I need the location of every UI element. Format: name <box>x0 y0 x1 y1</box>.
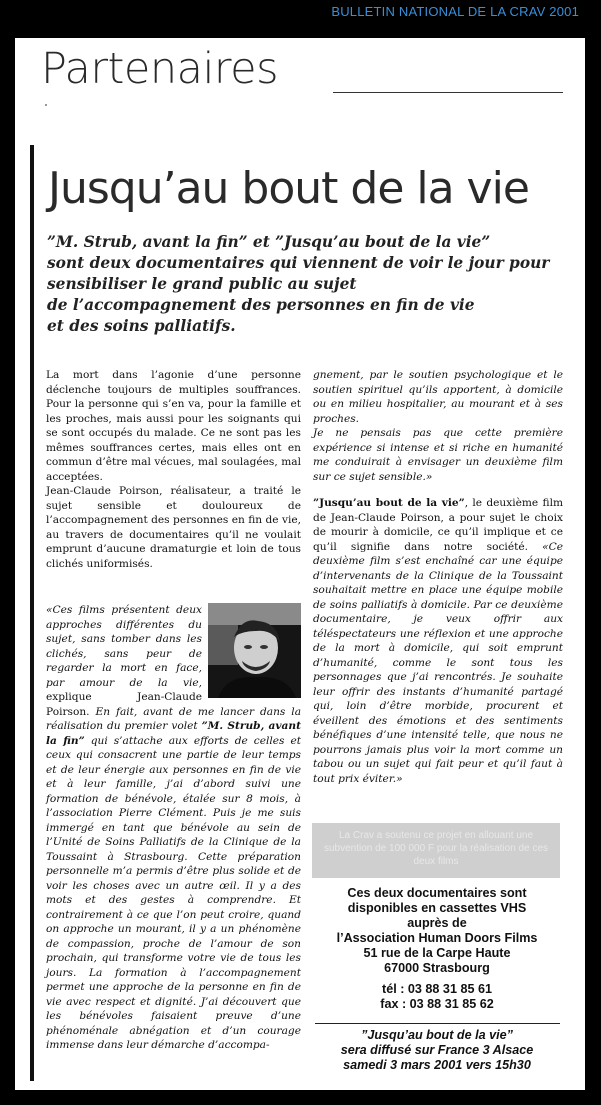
top-bar <box>0 0 601 26</box>
broadcast-line: sera diffusé sur France 3 Alsace <box>340 1043 534 1057</box>
lead-line: de l’accompagnement des personnes en fin de vie <box>47 296 475 314</box>
fax-number: fax : 03 88 31 85 62 <box>380 997 494 1011</box>
phone-number: tél : 03 88 31 85 61 <box>382 982 492 996</box>
second-film-paragraph <box>313 496 563 786</box>
second-film-quote: «Ce deuxième film s’est enchaîné car une équipe d’intervenants de la Clinique de la Toussaint souhaitait mettre en place une équipe mobile de soins palliatifs à domicile. Par ce deuxième documentaire, je veux offrir aux téléspectateurs une réflexion et une approche de la mort à domicile, qui soit emprunt d’humanité, comme le sont tous les personnages que j’ai rencontrés. Je souhaite leur offrir des instants d’humanité partagé qui, loin d’être morbide, procurent et éveillent des émotions et des sentiments bénéfiques d’une intensité telle, que nous ne pourrons jamais plus voir la mort comme un tabou ou un sujet qui fait peur et qu’il faut à tout prix éviter.» <box>313 540 563 785</box>
continued-paragraph: gnement, par le soutien psychologique et le soutien spirituel qu’ils apportent, à domicile ou en milieu hospitalier, au mourant et à ses proches. <box>313 369 563 425</box>
info-line: disponibles en cassettes VHS <box>347 901 527 915</box>
quote-text-b: explique Jean-Claude Poirson. <box>46 691 202 718</box>
dot-mark <box>45 104 47 106</box>
section-heading: Partenaires <box>41 44 278 94</box>
info-line: l’Association Human Doors Films <box>336 931 538 945</box>
info-line: auprès de <box>407 916 467 930</box>
broadcast-line: ”Jusqu’au bout de la vie” <box>361 1028 513 1042</box>
info-line: 51 rue de la Carpe Haute <box>363 946 511 960</box>
film-title-2: ”Jusqu’au bout de la vie” <box>313 497 465 509</box>
quote-text-a: «Ces films présentent deux approches différentes du sujet, sans tomber dans les clichés, sans peur de regarder la mort en face, par amour de la vie, <box>46 604 202 689</box>
continued-paragraph-2: Je ne pensais pas que cette première expérience si intense et si riche en humanité me conduirait à envisager un deuxième film sur ce sujet sensible.» <box>313 427 563 483</box>
section-rule <box>333 92 563 93</box>
quote-text-d: qui s’attache aux efforts de celles et ceux qui consacrent une partie de leur temps et de leur énergie aux personnes en fin de vie et à leur famille, j’ai d’abord suivi une formation de bénévole, étalée sur 8 mois, à l’association Pierre Clément. Puis je me suis immergé en tant que bénévole au sein de l’Unité de Soins Palliatifs de la Clinique de la Toussaint à Strasbourg. Cette préparation personnelle m’a permis d’être plus solide et de voir les choses avec un autre œil. Il y a des mots et des gestes à comprendre. Et contrairement à ce que l’on peut croire, quand on approche un mourant, il y a un phénomène de compassion, proche de l’amour de son prochain, qui transforme votre vie de tous les jours. La formation à l’accompagnement permet une approche de la personne en fin de vie avec respect et dignité. J’ai découvert que les bénévoles faisaient preuve d’une phénoménale abnégation et d’un courage immense dans leur démarche d’accompa- <box>46 734 302 1051</box>
info-line: Ces deux documentaires sont <box>347 886 527 900</box>
portrait-image <box>208 603 301 698</box>
column-left <box>46 368 301 1053</box>
quote-block <box>46 603 301 1053</box>
availability-info <box>312 886 562 1012</box>
lead-line: ”M. Strub, avant la fin” et ”Jusqu’au bout de la vie” <box>47 233 491 251</box>
author-paragraph: Jean-Claude Poirson, réalisateur, a traité le sujet sensible et douloureux de l’accompagnement des personnes en fin de vie, au travers de documentaires qu’il ne voulait emprunt d’aucune dramaturgie et loin de tous clichés uniformisés. <box>46 485 301 570</box>
article-page <box>15 38 585 1090</box>
broadcast-line: samedi 3 mars 2001 vers 15h30 <box>343 1058 531 1072</box>
lead-line: sont deux documentaires qui viennent de voir le jour pour <box>47 254 550 272</box>
left-vertical-bar <box>30 145 34 1081</box>
second-film-text: , le deuxième film de Jean-Claude Poirson, a pour sujet le choix de mourir à domicile, ce qu’il implique et ce qu’il signifie dans notre société. <box>313 497 563 553</box>
article-title: Jusqu’au bout de la vie <box>48 163 529 214</box>
subsidy-box: La Crav a soutenu ce projet en allouant une subvention de 100 000 F pour la réalisation de ces deux films <box>312 823 560 878</box>
film-title-1: ”M. Strub, avant la fin” <box>46 720 301 747</box>
info-divider <box>315 1023 560 1024</box>
column-right <box>313 368 563 786</box>
portrait-photo <box>208 603 301 698</box>
quote-text-c: En fait, avant de me lancer dans la réalisation du premier volet <box>46 705 302 732</box>
lead-line: et des soins palliatifs. <box>47 317 236 335</box>
lead-line: sensibiliser le grand public au sujet <box>47 275 357 293</box>
bulletin-header: BULLETIN NATIONAL DE LA CRAV 2001 <box>331 4 579 19</box>
article-lead <box>47 232 577 337</box>
intro-paragraph: La mort dans l’agonie d’une personne déclenche toujours de multiples souffrances. Pour la personne qui s’en va, pour la famille et les proches, mais aussi pour les soignants qui se sont occupés du malade. Ce ne sont pas les mêmes souffrances certes, mais elles ont en commun d’être mal vécues, mal soulagées, mal acceptées. <box>46 369 301 483</box>
info-line: 67000 Strasbourg <box>384 961 490 975</box>
broadcast-info <box>312 1028 562 1073</box>
